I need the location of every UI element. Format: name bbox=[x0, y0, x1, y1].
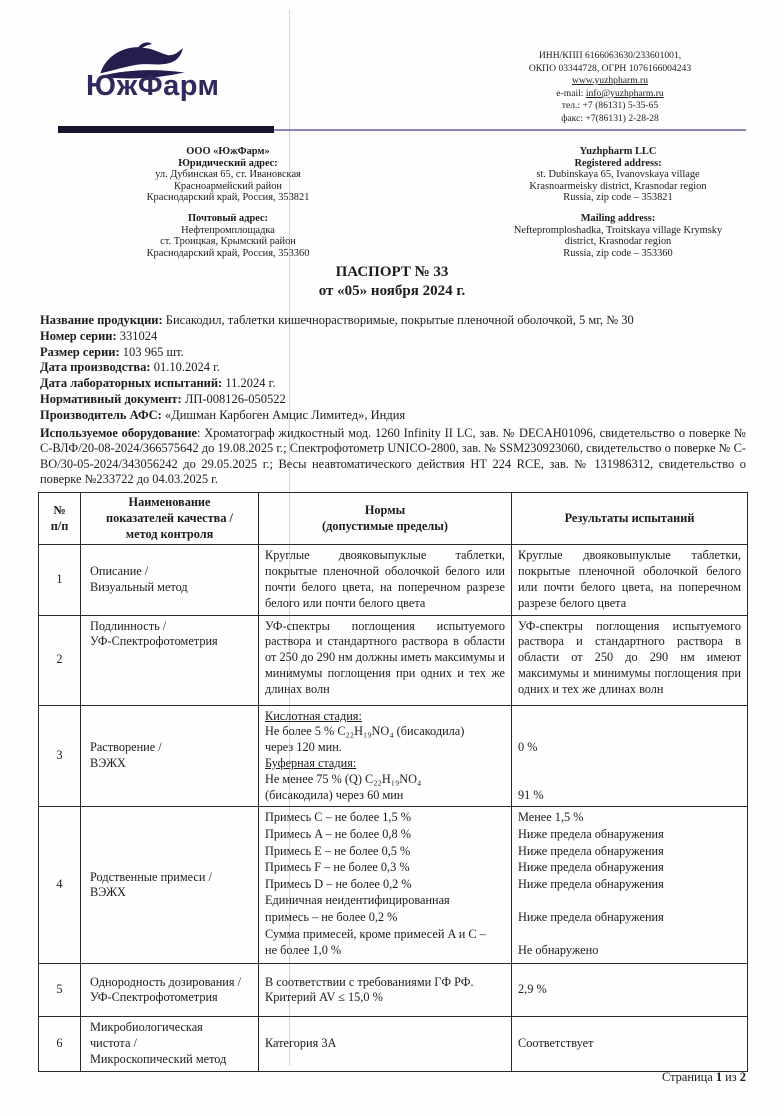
address-block-russian bbox=[78, 146, 378, 259]
mailing-address-line: Краснодарский край, Россия, 353360 bbox=[146, 247, 310, 259]
okpo-ogrn-line: ОКПО 03344728, ОГРН 1076166004243 bbox=[528, 62, 692, 74]
email-line bbox=[446, 88, 774, 101]
passport-date: от «05» ноября 2024 г. bbox=[318, 282, 466, 299]
mailing-address-line-en: district, Krasnodar region bbox=[564, 236, 672, 248]
legal-address-line: Красноармейский район bbox=[173, 180, 282, 192]
inn-kpp-line: ИНН/КПП 6166063630/233601001, bbox=[538, 50, 682, 61]
footer-of-word: из bbox=[725, 1070, 737, 1084]
result-value: Менее 1,5 % Ниже предела обнаружения Ниже предела обнаружения Ниже предела обнаружения Ниже предела обнаружения Ниже предела обнаружения Не обнаружено bbox=[512, 807, 748, 964]
company-name-ru: ООО «ЮжФарм» bbox=[186, 146, 270, 157]
divider-thick-bar bbox=[58, 126, 274, 133]
table-row-related-impurities bbox=[39, 807, 748, 964]
col-header-indicator: Наименование показателей качества / метод контроля bbox=[81, 493, 259, 545]
col-header-results: Результаты испытаний bbox=[512, 493, 748, 545]
table-row-dose-uniformity bbox=[39, 964, 748, 1017]
indicator-name: Подлинность / УФ-Спектрофотометрия bbox=[81, 615, 259, 705]
detail-lab-test-date: Дата лабораторных испытаний: 11.2024 г. bbox=[40, 376, 276, 391]
table-row-microbiological-purity bbox=[39, 1017, 748, 1071]
company-logo-text: ЮжФарм bbox=[86, 70, 220, 102]
table-row-authenticity bbox=[39, 615, 748, 705]
company-name-en: Yuzhpharm LLC bbox=[579, 146, 657, 157]
document-header bbox=[0, 0, 784, 128]
legal-address-line: ул. Дубинская 65, ст. Ивановская bbox=[155, 169, 301, 181]
mailing-address-line-en: Neftepromploshadka, Troitskaya village Krymsky bbox=[513, 224, 723, 236]
row-number: 1 bbox=[39, 545, 81, 615]
detail-product-name: Название продукции: Бисакодил, таблетки кишечнорастворимые, покрытые пленочной оболочкой, 5 мг, № 30 bbox=[40, 313, 634, 327]
footer-page-word: Страница bbox=[661, 1070, 713, 1084]
row-number: 3 bbox=[39, 705, 81, 807]
detail-batch-number: Номер серии: 331024 bbox=[40, 328, 158, 343]
divider-thin-line bbox=[274, 129, 746, 131]
indicator-name: Однородность дозирования / УФ-Спектрофотометрия bbox=[81, 964, 259, 1017]
result-value: Соответствует bbox=[512, 1017, 748, 1071]
equipment-label: Используемое оборудование bbox=[40, 426, 198, 440]
email-link: info@yuzhpharm.ru bbox=[585, 87, 664, 99]
mailing-address-line: ст. Троицкая, Крымский район bbox=[160, 236, 296, 248]
detail-production-date: Дата производства: 01.10.2024 г. bbox=[40, 360, 220, 375]
mailing-address-label-ru: Почтовый адрес: bbox=[187, 212, 269, 224]
fax-line: факс: +7(86131) 2-28-28 bbox=[561, 112, 659, 124]
registered-address-label: Registered address: bbox=[574, 157, 662, 169]
detail-api-manufacturer: Производитель АФС: «Дишман Карбоген Амцис Лимитед», Индия bbox=[40, 407, 406, 422]
mailing-address-label-en: Mailing address: bbox=[580, 212, 656, 224]
row-number: 2 bbox=[39, 615, 81, 705]
footer-total-pages: 2 bbox=[739, 1070, 746, 1084]
result-value: Круглые двояковыпуклые таблетки, покрытые пленочной оболочкой белого или почти белого цвета, на поперечном разрезе белого цвета bbox=[512, 545, 748, 615]
company-logo bbox=[86, 40, 276, 103]
mailing-address-line-en: Russia, zip code – 353360 bbox=[563, 247, 673, 259]
result-value: УФ-спектры поглощения испытуемого раствора и стандартного раствора в области от 250 до 290 нм имеют максимумы и минимумы поглощения при одних и тех же длинах волн bbox=[512, 615, 748, 705]
table-header-row bbox=[39, 493, 748, 545]
website-link: www.yuzhpharm.ru bbox=[571, 75, 649, 87]
passport-number: ПАСПОРТ № 33 bbox=[335, 264, 449, 280]
norm-value: Категория 3А bbox=[259, 1017, 512, 1071]
row-number: 6 bbox=[39, 1017, 81, 1071]
table-row-description bbox=[39, 545, 748, 615]
norm-value: Круглые двояковыпуклые таблетки, покрытые пленочной оболочкой белого или почти белого цвета, на поперечном разрезе белого или почти белого цвета bbox=[259, 545, 512, 615]
document-title bbox=[0, 263, 784, 300]
quality-results-table bbox=[38, 492, 748, 1072]
indicator-name: Описание / Визуальный метод bbox=[81, 545, 259, 615]
detail-batch-size: Размер серии: 103 965 шт. bbox=[40, 344, 184, 359]
norm-value: УФ-спектры поглощения испытуемого раствора и стандартного раствора в области от 250 до 290 нм должны иметь максимумы и минимумы поглощения при одних и тех же длинах волн bbox=[259, 615, 512, 705]
row-number: 4 bbox=[39, 807, 81, 964]
result-value: 0 % 91 % bbox=[512, 705, 748, 807]
legal-address-label-ru: Юридический адрес: bbox=[178, 157, 278, 169]
equipment-paragraph bbox=[40, 426, 746, 488]
col-header-number: № п/п bbox=[39, 493, 81, 545]
indicator-name: Микробиологическая чистота / Микроскопический метод bbox=[81, 1017, 259, 1071]
col-header-norms: Нормы (допустимые пределы) bbox=[259, 493, 512, 545]
result-value: 2,9 % bbox=[512, 964, 748, 1017]
footer-page-number: 1 bbox=[715, 1070, 723, 1084]
row-number: 5 bbox=[39, 964, 81, 1017]
detail-regulatory-document: Нормативный документ: ЛП-008126-050522 bbox=[40, 391, 286, 406]
table-row-dissolution bbox=[39, 705, 748, 807]
mailing-address-line: Нефтепромплощадка bbox=[181, 224, 275, 236]
header-divider bbox=[0, 126, 784, 134]
registered-address-line: Russia, zip code – 353821 bbox=[563, 192, 673, 204]
indicator-name: Родственные примеси / ВЭЖХ bbox=[81, 807, 259, 964]
email-label: e-mail: bbox=[556, 87, 586, 99]
indicator-name: Растворение / ВЭЖХ bbox=[81, 705, 259, 807]
norm-value: Кислотная стадия: Не более 5 % C₂₂H₁₉NO₄ (бисакодила) через 120 мин. Буферная стадия: Не менее 75 % (Q) C₂₂H₁₉NO₄ (бисакодила) через 60 мин bbox=[259, 705, 512, 807]
product-details bbox=[40, 313, 748, 424]
registered-address-line: Krasnoarmeisky district, Krasnodar region bbox=[529, 180, 707, 192]
header-contact-block bbox=[446, 50, 774, 126]
page-number-footer bbox=[662, 1070, 746, 1085]
phone-line: тел.: +7 (86131) 5-35-65 bbox=[561, 100, 659, 112]
norm-value: В соответствии с требованиями ГФ РФ. Критерий AV ≤ 15,0 % bbox=[259, 964, 512, 1017]
registered-address-line: st. Dubinskaya 65, Ivanovskaya village bbox=[536, 169, 700, 181]
equipment-text: : Хроматограф жидкостный мод. 1260 Infinity II LC, зав. № DECAH01096, свидетельство о поверке № С-ВЛФ/20-08-2024/366575642 до 19.08.2025 г.; Спектрофотометр UNICO-2800, зав. № SSM230923060, свидетельство о поверке № С-ВО/30-05-2024/343056242 до 29.05.2025 г.; Весы неавтоматического действия НТ 224 RCE, зав. № 131986312, свидетельство о поверке №233722 до 04.03.2025 г. bbox=[40, 426, 746, 487]
legal-address-line: Краснодарский край, Россия, 353821 bbox=[146, 192, 310, 204]
norm-value: Примесь C – не более 1,5 % Примесь A – не более 0,8 % Примесь E – не более 0,5 % Примесь F – не более 0,3 % Примесь D – не более 0,2 % Единичная неидентифицированная примесь – не более 0,2 % Сумма примесей, кроме примесей A и C – не более 1,0 % bbox=[259, 807, 512, 964]
address-block-english bbox=[462, 146, 774, 259]
